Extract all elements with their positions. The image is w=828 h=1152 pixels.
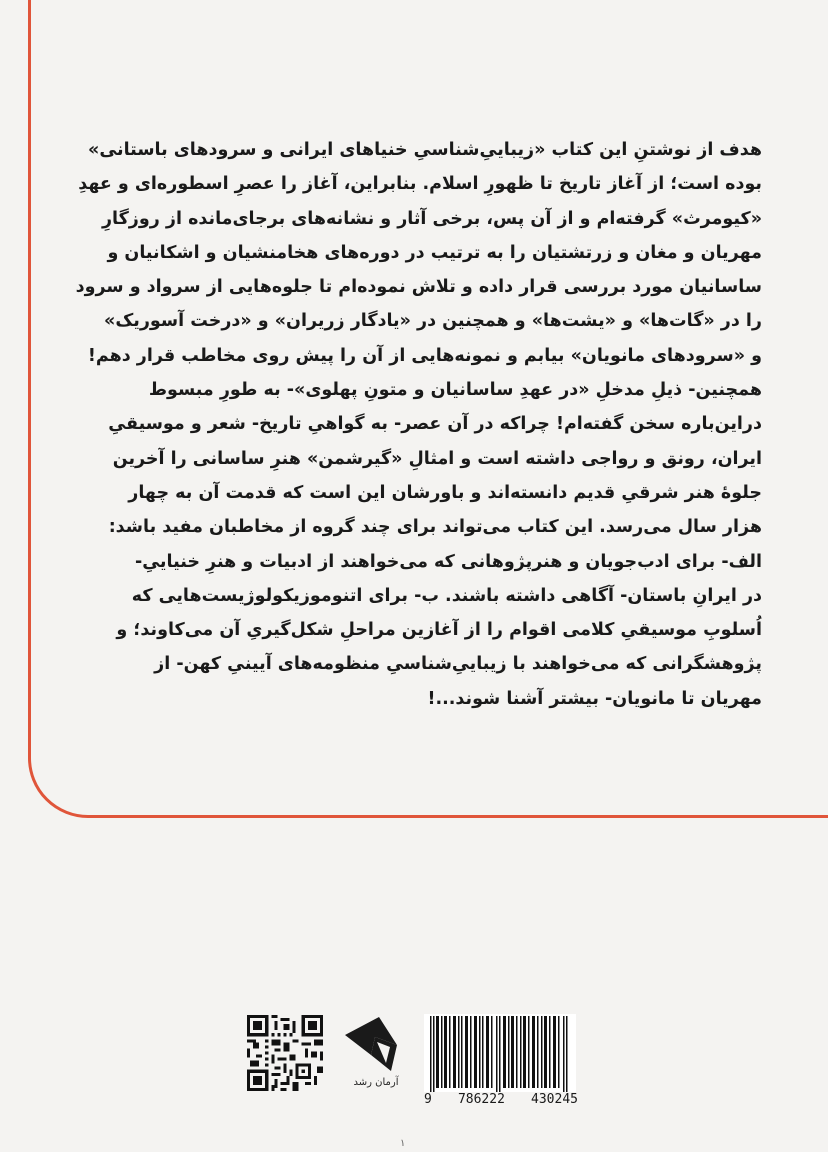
page-mark: ١ (400, 1138, 406, 1149)
blurb-line: «کیومرث» گرفته‌ام و از آن پس، برخی آثار و نشانه‌های برجای‌مانده از روزگارِ (101, 208, 762, 229)
blurb-line: بوده است؛ از آغاز تاریخ تا ظهورِ اسلام. بنابراین، آغاز را عصرِ اسطوره‌ای و عهدِ (78, 174, 762, 195)
publisher-logo (336, 1015, 416, 1095)
blurb-line: همچنین- ذیلِ مدخلِ «در عهدِ ساسانیان و متونِ پهلوی»- به طورِ مبسوط (148, 380, 762, 401)
isbn-digit-prefix: 9 (424, 1092, 432, 1107)
publisher-logo-icon (341, 1015, 411, 1077)
isbn-digit-left: 786222 (457, 1092, 505, 1107)
blurb-line: مهریان تا مانویان- بیشتر آشنا شوند...! (427, 688, 762, 709)
blurb-line: پژوهشگرانی که می‌خواهند با زیباییِ‌شناسیِ منظومه‌های آیینیِ کهن- از (154, 654, 762, 675)
blurb-line: هزار سال می‌رسد. این کتاب می‌تواند برای چند گروه از مخاطبان مفید باشد: (108, 517, 762, 538)
blurb-line: ایران، رونق و رواجی داشته است و امثالِ «گیرشمن» هنرِ ساسانی را آخرین (112, 448, 762, 469)
blurb-line: الف- برای ادب‌جویان و هنرپژوهانی که می‌خواهند از ادبیات و هنرِ خنیاییِ- (134, 551, 762, 572)
isbn-number (424, 1092, 578, 1107)
blurb-line: جلوهٔ هنر شرقیِ قدیم دانسته‌اند و باورشان این است که قدمت آن به چهار (128, 482, 762, 503)
qr-code-icon (247, 1015, 323, 1091)
back-cover-blurb (74, 133, 762, 716)
blurb-line: در ایرانِ باستان- آگاهی داشته باشند. ب- برای اتنوموزیکولوژیست‌هایی که (131, 585, 762, 606)
blurb-line: و «سرودهای مانویان» بیابم و نمونه‌هایی از آن را پیش روی مخاطب قرار دهم! (87, 345, 762, 366)
blurb-line: اُسلوبِ موسیقیِ کلامی اقوام را از آغازین مراحلِ شکل‌گیریِ آن می‌کاوند؛ و (116, 620, 762, 641)
isbn-digit-right: 430245 (531, 1092, 578, 1107)
blurb-line: ساسانیان مورد بررسی قرار داده و تلاش نموده‌ام تا جلوه‌هایی از سرواد و سرود (75, 277, 762, 298)
blurb-line: مهریان و مغان و زرتشتیان را به ترتیب در دوره‌های هخامنشیان و اشکانیان و (107, 242, 762, 263)
publisher-name: آرمان رشد (353, 1077, 399, 1088)
isbn-barcode-icon (424, 1014, 576, 1098)
blurb-line: را در «گات‌ها» و «یشت‌ها» و همچنین در «یادگار زریران» و «درخت آسوریک» (104, 311, 762, 332)
blurb-line: هدف از نوشتنِ این کتاب «زیباییِ‌شناسیِ خنیاهای ایرانی و سرودهای باستانی» (88, 140, 762, 160)
blurb-line: دراین‌باره سخن گفته‌ام! چراکه در آن عصر- به گواهیِ تاریخ- شعر و موسیقیِ (108, 414, 762, 435)
